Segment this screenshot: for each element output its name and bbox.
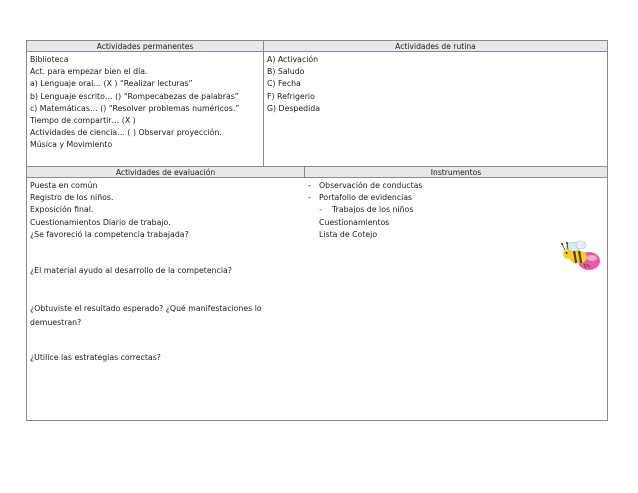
bee-clipart-icon	[559, 237, 603, 275]
instrument-item	[308, 192, 508, 204]
question-text: ¿El material ayudo al desarrollo de la competencia?	[30, 266, 232, 275]
header-instrumentos: Instrumentos	[305, 167, 607, 178]
permanent-line: Actividades de ciencia… ( ) Observar proyección.	[30, 128, 222, 138]
permanent-line: c) Matemáticas… () “Resolver problemas numéricos.”	[30, 103, 240, 113]
instrument-item	[308, 180, 508, 192]
permanent-activities-list	[30, 54, 239, 152]
routine-line: G) Despedida	[267, 103, 321, 113]
routine-activities-list	[267, 54, 320, 115]
header-actividades-rutina: Actividades de rutina	[264, 41, 607, 52]
dash-marker: -	[308, 193, 311, 203]
question-estrategias	[30, 352, 161, 364]
question-resultado	[30, 303, 262, 329]
question-text: demuestran?	[30, 318, 82, 328]
permanent-line: Música y Movimiento	[30, 140, 113, 150]
question-text: ¿Utilice las estrategias correctas?	[30, 353, 161, 362]
instrument-label: Cuestionamientos	[319, 217, 390, 227]
header-actividades-evaluacion: Actividades de evaluación	[27, 167, 304, 178]
divider-bottom	[304, 167, 305, 178]
routine-line: B) Saludo	[267, 67, 305, 77]
dash-marker: -	[319, 205, 322, 215]
permanent-line: Tiempo de compartir… (X )	[30, 115, 136, 125]
permanent-line: b) Lenguaje escrito… () “Rompecabezas de palabras”	[30, 91, 239, 101]
instruments-list	[308, 180, 508, 241]
routine-line: A) Activación	[267, 55, 319, 64]
permanent-line: Biblioteca	[30, 55, 69, 64]
permanent-line: Act. para empezar bien el día.	[30, 67, 148, 77]
divider-top	[263, 41, 264, 166]
evaluation-line: Registro de los niños.	[30, 193, 114, 203]
routine-line: F) Refrigerio	[267, 91, 315, 101]
evaluation-line: Exposición final.	[30, 205, 94, 215]
question-text: ¿Obtuviste el resultado esperado? ¿Qué manifestaciones lo	[30, 304, 262, 313]
permanent-line: a) Lenguaje oral… (X ) “Realizar lecturas”	[30, 79, 193, 89]
header-actividades-permanentes: Actividades permanentes	[27, 41, 263, 52]
instrument-subitem	[308, 204, 508, 216]
evaluation-line: Cuestionamientos Diario de trabajo.	[30, 217, 171, 227]
instrument-label: Trabajos de los niños	[332, 205, 414, 215]
instrument-label: Observación de conductas	[319, 181, 423, 190]
instrument-label: Lista de Cotejo	[319, 229, 378, 239]
evaluation-line: ¿Se favoreció la competencia trabajada?	[30, 229, 189, 239]
evaluation-activities	[30, 180, 189, 241]
instrument-label: Portafolio de evidencias	[319, 193, 413, 203]
dash-marker: -	[308, 181, 311, 190]
question-material	[30, 265, 232, 277]
planning-table	[26, 40, 608, 421]
evaluation-line: Puesta en común	[30, 181, 98, 190]
routine-line: C) Fecha	[267, 79, 301, 89]
